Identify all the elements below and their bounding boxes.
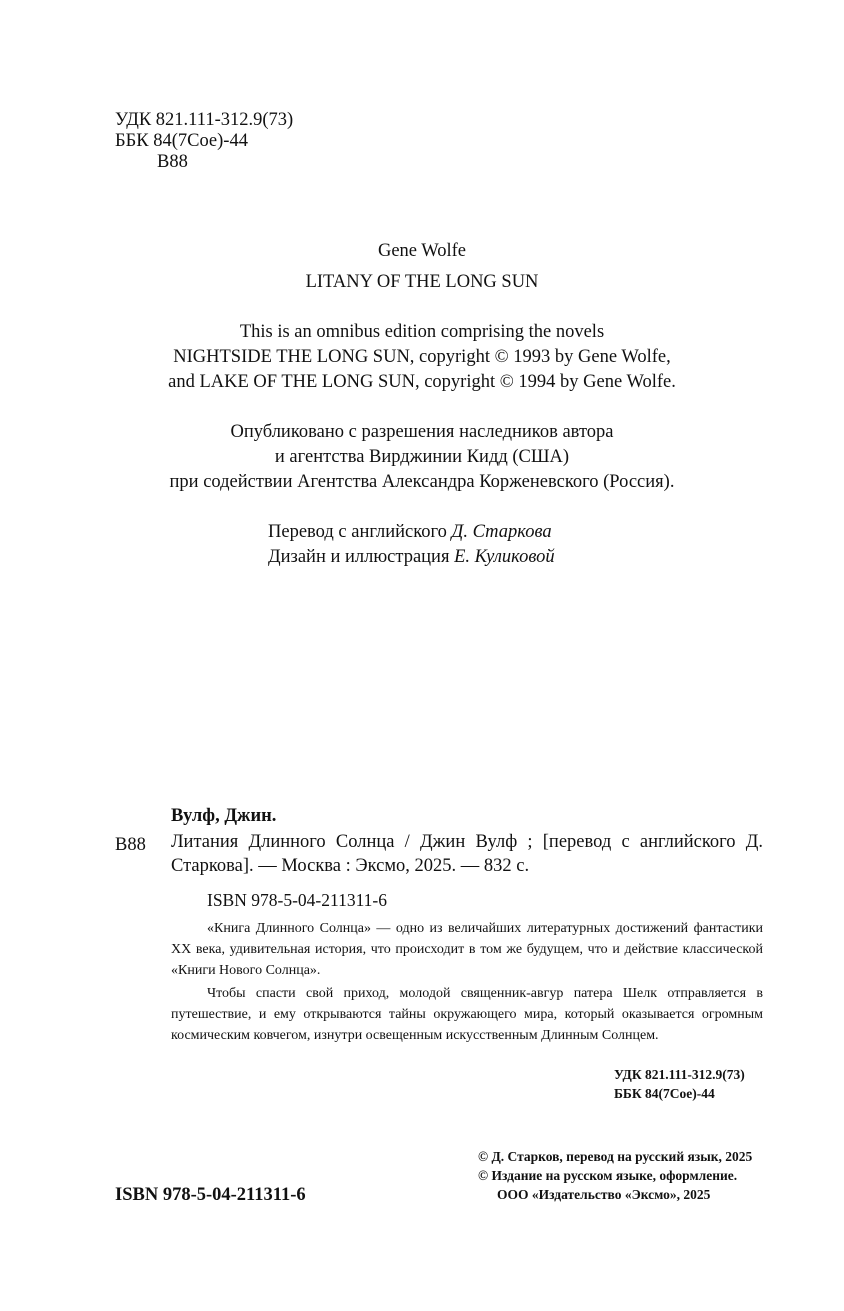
designer-name: Е. Куликовой — [454, 547, 555, 567]
top-udk: УДК 821.111-312.9(73) — [115, 110, 294, 130]
copyright-line-2: © Издание на русском языке, оформление. — [478, 1168, 738, 1183]
translation-label: Перевод с английского — [268, 522, 447, 542]
card-author-mark: В88 — [115, 835, 146, 855]
card-description: Литания Длинного Солнца / Джин Вулф ; [перевод с английского Д. Старкова]. — Москва : Эксмо, 2025. — 832 с. — [171, 832, 763, 876]
annotation-paragraph-2: Чтобы спасти свой приход, молодой священник-авгур патера Шелк отправляется в путешествие, и ему открываются тайны окружающего мира, который оказывается огромным космическим ковчегом, изнутри освещенным искусственным Длинным Солнцем. — [171, 986, 763, 1043]
original-title: LITANY OF THE LONG SUN — [305, 272, 539, 292]
card-author-heading: Вулф, Джин. — [171, 806, 277, 826]
permission-line-3: при содействии Агентства Александра Корженевского (Россия). — [169, 472, 675, 492]
copyright-line-3: ООО «Издательство «Эксмо», 2025 — [497, 1187, 711, 1202]
omnibus-line-1: This is an omnibus edition comprising the novels — [239, 322, 605, 342]
copyright-line-1: © Д. Старков, перевод на русский язык, 2025 — [478, 1149, 753, 1164]
top-bbk: ББК 84(7Сое)-44 — [115, 131, 248, 151]
omnibus-line-2: NIGHTSIDE THE LONG SUN, copyright © 1993 by Gene Wolfe, — [173, 347, 671, 367]
card-bbk: ББК 84(7Сое)-44 — [614, 1086, 715, 1101]
permission-line-1: Опубликовано с разрешения наследников автора — [230, 422, 614, 442]
original-author: Gene Wolfe — [377, 241, 467, 261]
footer-isbn: ISBN 978-5-04-211311-6 — [115, 1185, 306, 1205]
design-credit — [268, 545, 555, 569]
omnibus-line-3: and LAKE OF THE LONG SUN, copyright © 1994 by Gene Wolfe. — [168, 372, 676, 392]
translation-credit — [268, 520, 552, 544]
translator-name: Д. Старкова — [451, 522, 552, 542]
annotation-paragraph-1: «Книга Длинного Солнца» — одно из величайших литературных достижений фантастики XX века, удивительная история, что происходит в том же будущем, что и действие классической «Книги Нового Солнца». — [171, 921, 763, 978]
card-isbn: ISBN 978-5-04-211311-6 — [207, 890, 388, 910]
card-udk: УДК 821.111-312.9(73) — [614, 1067, 745, 1082]
top-author-mark: В88 — [157, 152, 188, 172]
design-label: Дизайн и иллюстрация — [268, 547, 450, 567]
permission-line-2: и агентства Вирджинии Кидд (США) — [274, 447, 570, 467]
